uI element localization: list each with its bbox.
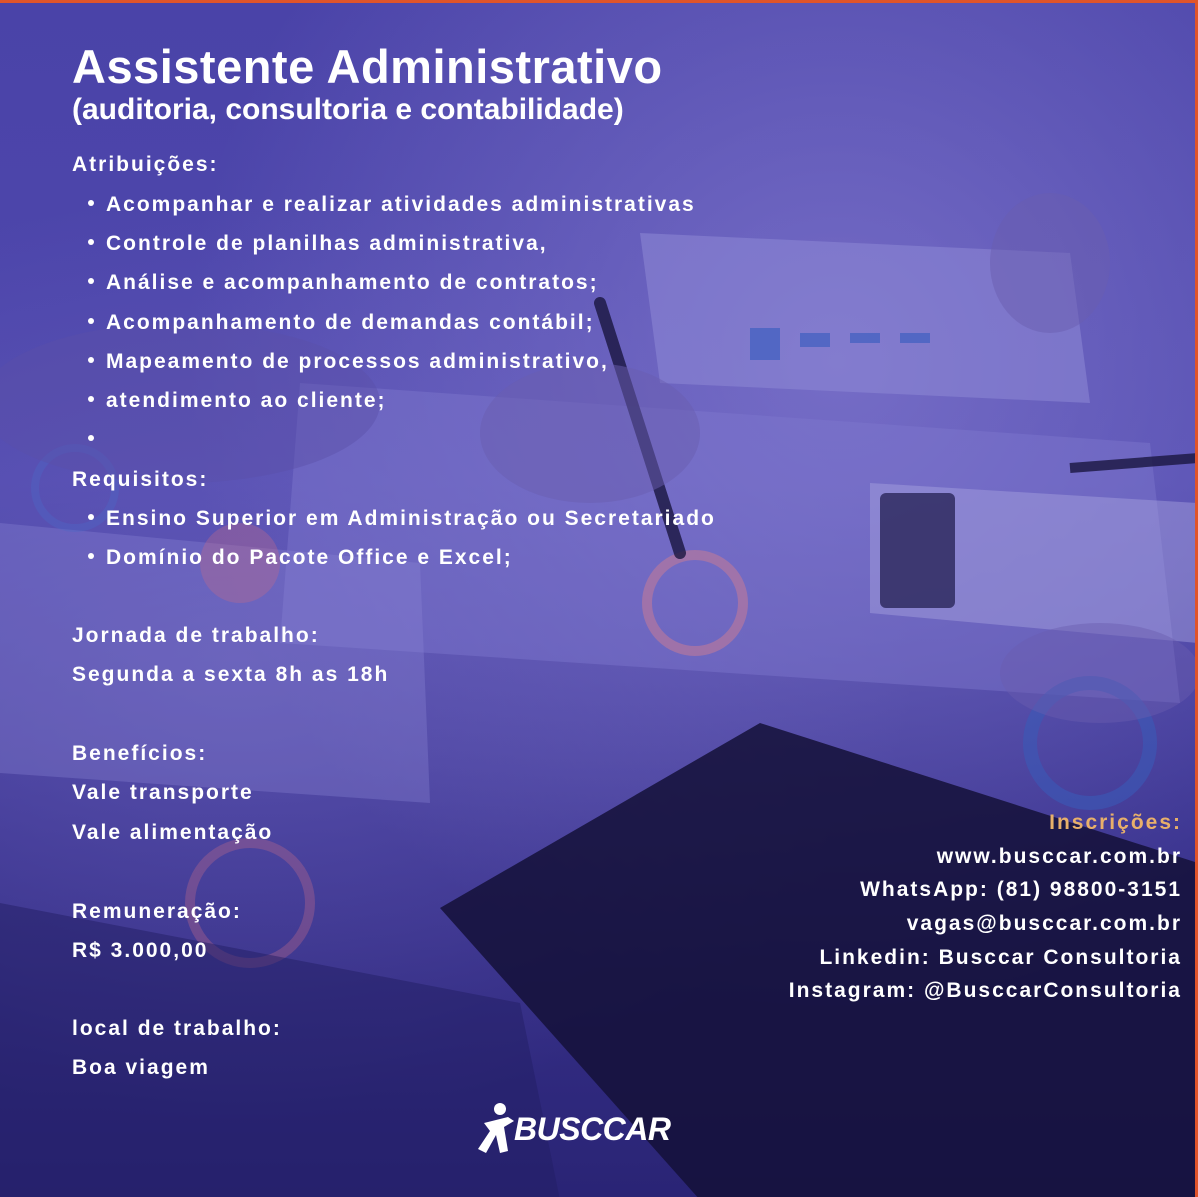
atribuicao-item: Acompanhar e realizar atividades administrativas xyxy=(88,193,696,217)
bullet-icon xyxy=(88,357,94,363)
bullet-icon xyxy=(88,396,94,402)
atribuicao-item: atendimento ao cliente; xyxy=(88,389,387,413)
inscricoes-heading: Inscrições: xyxy=(1049,811,1182,834)
busccar-logo xyxy=(478,1101,671,1157)
requisitos-heading: Requisitos: xyxy=(72,468,209,491)
running-figure-icon xyxy=(478,1101,518,1157)
atribuicoes-heading: Atribuições: xyxy=(72,153,219,176)
website-link[interactable]: www.busccar.com.br xyxy=(936,845,1182,868)
bullet-icon xyxy=(88,318,94,324)
remuneracao-value: R$ 3.000,00 xyxy=(72,939,209,962)
beneficio-item: Vale alimentação xyxy=(72,821,274,844)
atribuicao-item: Acompanhamento de demandas contábil; xyxy=(88,311,595,335)
poster-content xyxy=(0,3,1198,1197)
bullet-icon xyxy=(88,435,94,441)
bullet-icon xyxy=(88,278,94,284)
email-link[interactable]: vagas@busccar.com.br xyxy=(906,912,1182,935)
jornada-value: Segunda a sexta 8h as 18h xyxy=(72,663,390,686)
jornada-heading: Jornada de trabalho: xyxy=(72,624,320,647)
bullet-icon xyxy=(88,239,94,245)
linkedin-link[interactable]: Linkedin: Busccar Consultoria xyxy=(819,946,1182,969)
instagram-link[interactable]: Instagram: @BusccarConsultoria xyxy=(788,979,1182,1002)
local-value: Boa viagem xyxy=(72,1056,210,1079)
job-subtitle: (auditoria, consultoria e contabilidade) xyxy=(72,93,624,126)
atribuicao-item: Mapeamento de processos administrativo, xyxy=(88,350,609,374)
atribuicao-item-empty xyxy=(88,428,106,452)
atribuicao-item: Análise e acompanhamento de contratos; xyxy=(88,271,599,295)
bullet-icon xyxy=(88,553,94,559)
whatsapp-contact[interactable]: WhatsApp: (81) 98800-3151 xyxy=(860,878,1182,901)
logo-text: BUSCCAR xyxy=(514,1111,671,1147)
job-title: Assistente Administrativo xyxy=(72,40,663,93)
requisito-item: Domínio do Pacote Office e Excel; xyxy=(88,546,513,570)
requisito-item: Ensino Superior em Administração ou Secretariado xyxy=(88,507,716,531)
bullet-icon xyxy=(88,514,94,520)
atribuicao-item: Controle de planilhas administrativa, xyxy=(88,232,548,256)
beneficios-heading: Benefícios: xyxy=(72,742,208,765)
beneficio-item: Vale transporte xyxy=(72,781,254,804)
local-heading: local de trabalho: xyxy=(72,1017,282,1040)
bullet-icon xyxy=(88,200,94,206)
remuneracao-heading: Remuneração: xyxy=(72,900,242,923)
